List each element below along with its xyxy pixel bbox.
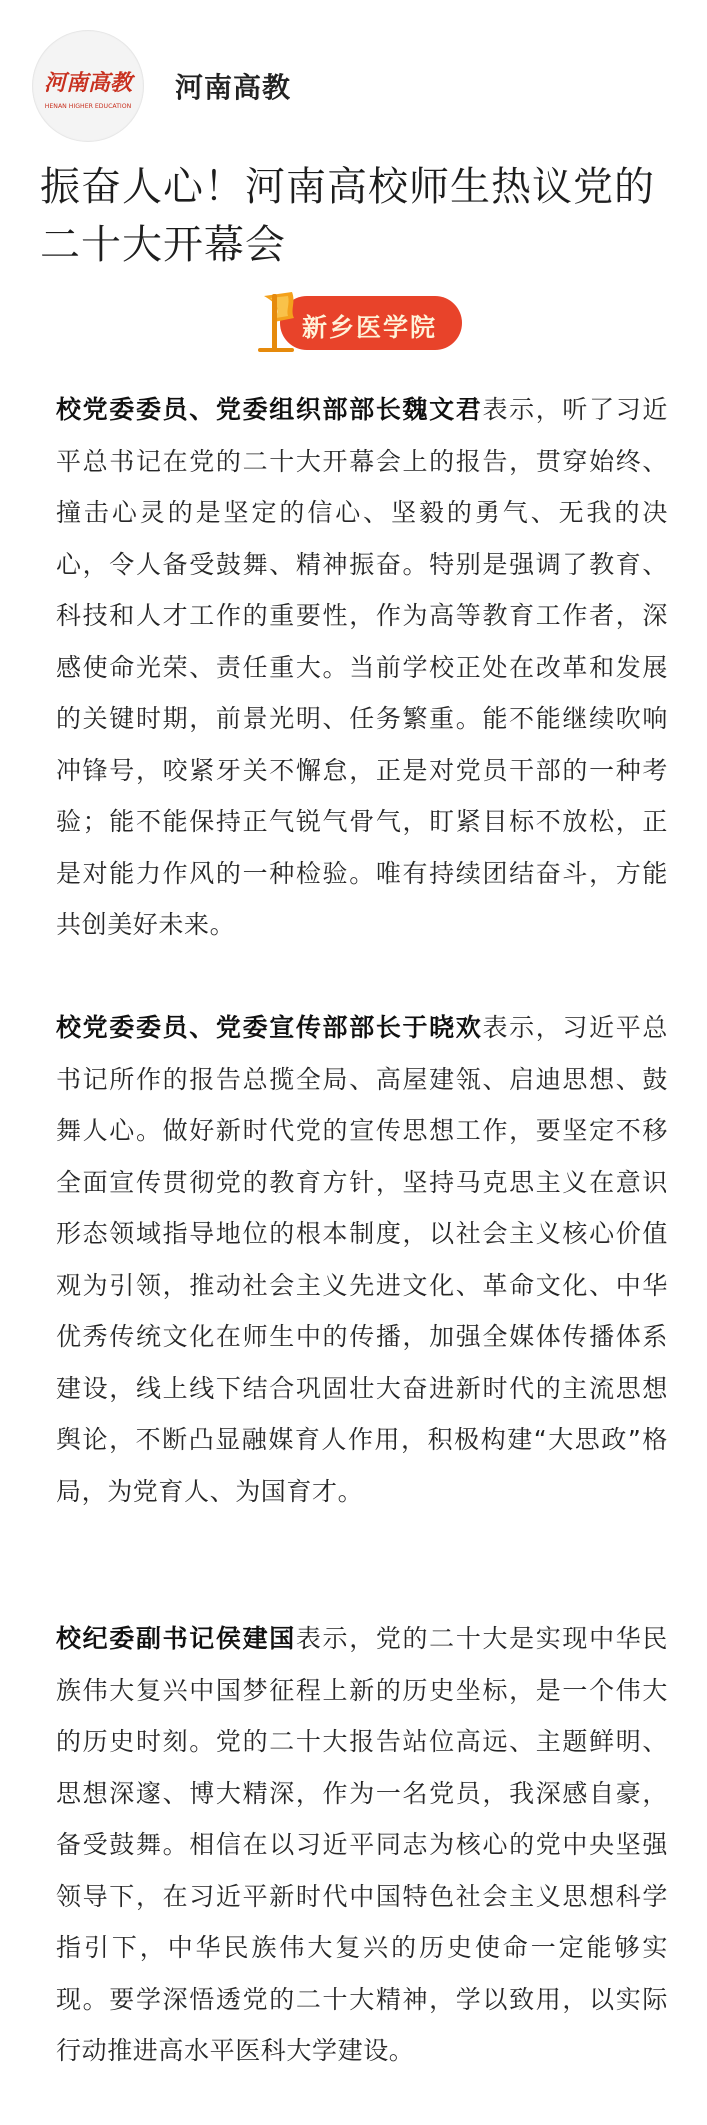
paragraph-text: 表示，习近平总书记所作的报告总揽全局、高屋建瓴、启迪思想、鼓舞人心。做好新时代党的宣传思想工作，要坚定不移全面宣传贯彻党的教育方针，坚持马克思主义在意识形态领域指导地位的根本制度，以社会主义核心价值观为引领，推动社会主义先进文化、革命文化、中华优秀传统文化在师生中的传播，加强全媒体传播体系建设，线上线下结合巩固壮大奋进新时代的主流思想舆论，不断凸显融媒育人作用，积极构建“大思政”格局，为党育人、为国育才。 [56,1013,668,1506]
speaker-name: 校党委委员、党委组织部部长魏文君 [56,395,483,424]
account-header [0,0,707,150]
speaker-name: 校纪委副书记侯建国 [56,1624,296,1653]
school-tag-banner [252,288,466,356]
logo-subtext: HENAN HIGHER EDUCATION [44,103,132,110]
speaker-name: 校党委委员、党委宣传部部长于晓欢 [56,1013,483,1042]
paragraph-3 [56,1613,668,2077]
paragraph-1 [56,384,668,951]
paragraph-text: 表示，听了习近平总书记在党的二十大开幕会上的报告，贯穿始终、撞击心灵的是坚定的信心、坚毅的勇气、无我的决心，令人备受鼓舞、精神振奋。特别是强调了教育、科技和人才工作的重要性，作为高等教育工作者，深感使命光荣、责任重大。当前学校正处在改革和发展的关键时期，前景光明、任务繁重。能不能继续吹响冲锋号，咬紧牙关不懈怠，正是对党员干部的一种考验；能不能保持正气锐气骨气，盯紧目标不放松，正是对能力作风的一种检验。唯有持续团结奋斗，方能共创美好未来。 [56,395,668,939]
account-avatar[interactable] [32,30,144,142]
school-tag-label: 新乡医学院 [302,313,438,342]
paragraph-2 [56,1002,668,1517]
paragraph-text: 表示，党的二十大是实现中华民族伟大复兴中国梦征程上新的历史坐标，是一个伟大的历史时刻。党的二十大报告站位高远、主题鲜明、思想深邃、博大精深，作为一名党员，我深感自豪，备受鼓舞。相信在以习近平同志为核心的党中央坚强领导下，在习近平新时代中国特色社会主义思想科学指引下，中华民族伟大复兴的历史使命一定能够实现。要学深悟透党的二十大精神，学以致用，以实际行动推进高水平医科大学建设。 [56,1624,668,2065]
henan-higher-education-logo [32,30,144,142]
logo-text: 河南高教 [43,70,133,96]
article-title: 振奋人心！河南高校师生热议党的二十大开幕会 [40,164,655,268]
account-name[interactable]: 河南高教 [175,71,292,104]
